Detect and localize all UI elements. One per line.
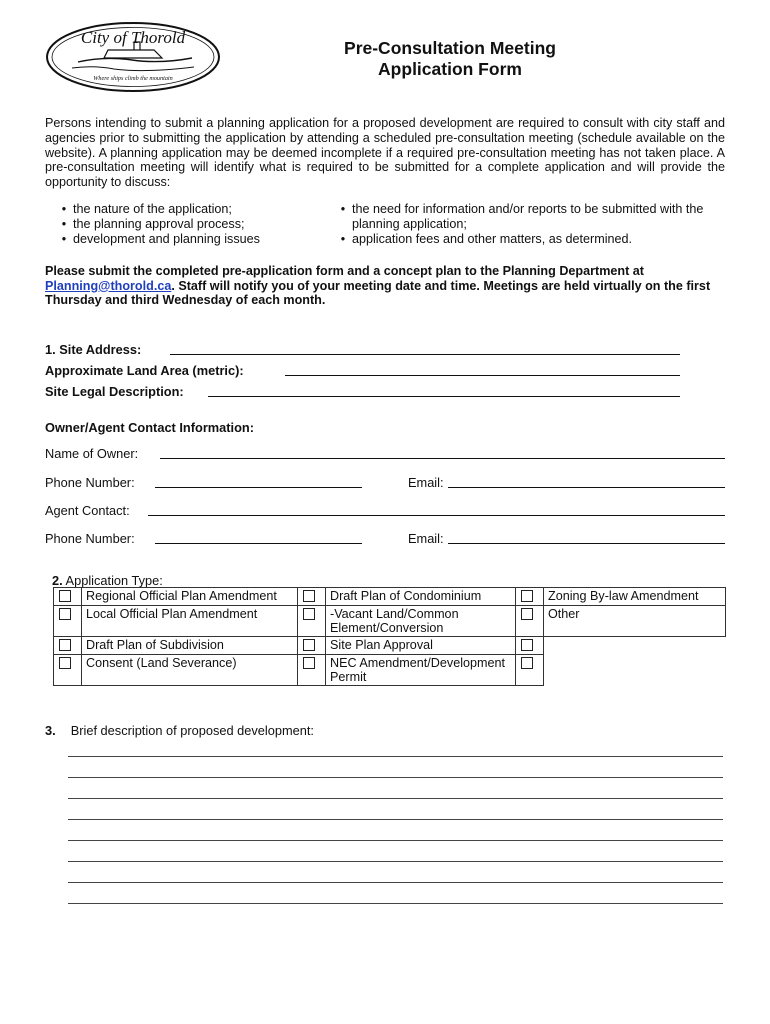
- option-label: Regional Official Plan Amendment: [82, 588, 298, 606]
- table-row: [54, 588, 726, 606]
- description-line[interactable]: [68, 903, 723, 904]
- checkbox-other[interactable]: [521, 608, 533, 620]
- table-row: [54, 637, 726, 655]
- checkbox-vacant-land[interactable]: [303, 608, 315, 620]
- checkbox-nec[interactable]: [303, 657, 315, 669]
- logo-tagline: Where ships climb the mountain: [93, 75, 173, 82]
- page-title: [300, 38, 600, 80]
- checkbox-regional-opa[interactable]: [59, 590, 71, 602]
- option-label: Draft Plan of Condominium: [326, 588, 516, 606]
- owner-name-label: Name of Owner:: [45, 446, 139, 461]
- list-item: • the need for information and/or reports to be submitted with the planning application;: [340, 202, 704, 231]
- table-row: [54, 606, 726, 637]
- site-address-field[interactable]: [170, 354, 680, 355]
- legal-description-field[interactable]: [208, 396, 680, 397]
- option-label: Local Official Plan Amendment: [82, 606, 298, 637]
- description-line[interactable]: [68, 756, 723, 757]
- email-label-1: Email:: [408, 475, 444, 490]
- checkbox-blank-2[interactable]: [521, 657, 533, 669]
- legal-description-label: Site Legal Description:: [45, 384, 184, 399]
- checkbox-draft-subdivision[interactable]: [59, 639, 71, 651]
- land-area-label: Approximate Land Area (metric):: [45, 363, 244, 378]
- checkbox-site-plan[interactable]: [303, 639, 315, 651]
- option-label: Zoning By-law Amendment: [544, 588, 726, 606]
- list-item: • the planning approval process;: [61, 217, 245, 231]
- contact-heading: Owner/Agent Contact Information:: [45, 420, 255, 435]
- email-label-2: Email:: [408, 531, 444, 546]
- title-line-2: Application Form: [378, 59, 522, 79]
- description-heading: 3. Brief description of proposed development:: [45, 723, 314, 738]
- description-line[interactable]: [68, 882, 723, 883]
- logo-text: City of Thorold: [80, 28, 186, 47]
- list-item: • the nature of the application;: [61, 202, 232, 216]
- bullet-list-left: [55, 202, 325, 247]
- checkbox-consent[interactable]: [59, 657, 71, 669]
- description-line[interactable]: [68, 819, 723, 820]
- planning-email-link[interactable]: Planning@thorold.ca: [45, 278, 172, 293]
- list-item: • development and planning issues: [61, 232, 260, 246]
- description-line[interactable]: [68, 840, 723, 841]
- agent-contact-label: Agent Contact:: [45, 503, 130, 518]
- option-label: Site Plan Approval: [326, 637, 516, 655]
- title-line-1: Pre-Consultation Meeting: [344, 38, 556, 58]
- checkbox-zoning-amendment[interactable]: [521, 590, 533, 602]
- application-type-table: [53, 587, 726, 686]
- site-address-label: 1. Site Address:: [45, 342, 142, 357]
- owner-name-field[interactable]: [160, 458, 725, 459]
- checkbox-blank-1[interactable]: [521, 639, 533, 651]
- list-item: • application fees and other matters, as determined.: [340, 232, 633, 246]
- option-label: Other: [544, 606, 726, 637]
- description-line[interactable]: [68, 777, 723, 778]
- bullet-list-right: [334, 202, 726, 247]
- application-type-heading: 2. Application Type:: [52, 573, 163, 588]
- checkbox-local-opa[interactable]: [59, 608, 71, 620]
- intro-paragraph: Persons intending to submit a planning application for a proposed development are required to consult with city staff and agencies prior to submitting the application by attending a scheduled pre-consultation meeting (schedule available on the website). A planning application may be deemed incomplete if a required pre-consultation meeting has not taken place. A pre-consultation meeting will identify what is required to be submitted for a complete application and will provide the opportunity to discuss:: [45, 116, 725, 190]
- option-label: NEC Amendment/Development Permit: [326, 655, 516, 686]
- email-field-1[interactable]: [448, 487, 725, 488]
- phone-label-1: Phone Number:: [45, 475, 135, 490]
- submission-instructions: Please submit the completed pre-application form and a concept plan to the Planning Department at Planning@thorold.ca. Staff will notify you of your meeting date and time. Meetings are held virtually on the first Thursday and third Wednesday of each month.: [45, 264, 711, 308]
- land-area-field[interactable]: [285, 375, 680, 376]
- phone-field-2[interactable]: [155, 543, 362, 544]
- checkbox-draft-condominium[interactable]: [303, 590, 315, 602]
- option-label: -Vacant Land/Common Element/Conversion: [326, 606, 516, 637]
- option-label: Draft Plan of Subdivision: [82, 637, 298, 655]
- table-row: [54, 655, 726, 686]
- agent-contact-field[interactable]: [148, 515, 725, 516]
- email-field-2[interactable]: [448, 543, 725, 544]
- description-line[interactable]: [68, 798, 723, 799]
- phone-label-2: Phone Number:: [45, 531, 135, 546]
- city-logo: [44, 20, 222, 94]
- description-line[interactable]: [68, 861, 723, 862]
- phone-field-1[interactable]: [155, 487, 362, 488]
- option-label: Consent (Land Severance): [82, 655, 298, 686]
